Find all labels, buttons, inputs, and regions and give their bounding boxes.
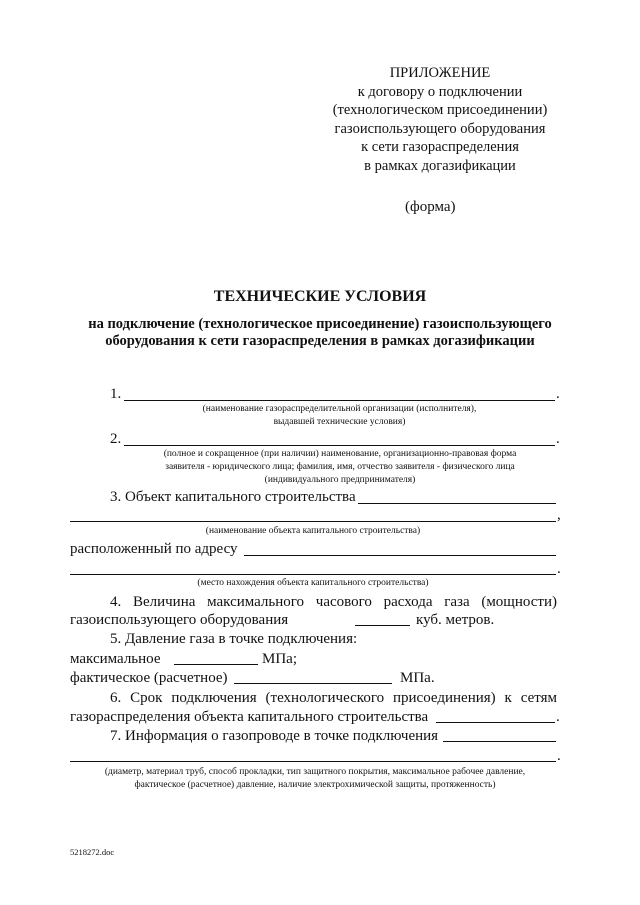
item-3-comma: , [557, 507, 561, 523]
actual-pressure-field[interactable] [234, 683, 392, 684]
item-7-label: 7. Информация о газопроводе в точке подключения [110, 728, 439, 744]
item-3-field[interactable] [358, 503, 556, 504]
appendix-header [320, 64, 560, 175]
pipeline-info-field[interactable] [443, 741, 556, 742]
item-7-period: . [557, 748, 561, 764]
item-4-line-1: 4. Величина максимального часового расхода газа (мощности) [110, 594, 557, 610]
actual-pressure-unit: МПа. [400, 670, 435, 686]
actual-pressure-label: фактическое (расчетное) [70, 670, 228, 686]
appendix-line: к договору о подключении [357, 83, 523, 100]
item-2-caption: (полное и сокращенное (при наличии) наименование, организационно-правовая форма заявителя - юридического лица; фамилия, имя, отчество заявителя - физического лица (индивидуального предпринимателя) [163, 449, 517, 485]
form-label: (форма) [405, 199, 456, 215]
address-field[interactable] [244, 555, 556, 556]
item-1-period: . [556, 386, 560, 402]
max-pressure-unit: МПа; [262, 651, 297, 667]
item-1-number: 1. [110, 386, 122, 402]
item-5-label: 5. Давление газа в точке подключения: [110, 631, 358, 647]
item-4-label: газоиспользующего оборудования [70, 612, 289, 628]
item-1-caption: (наименование газораспределительной организации (исполнителя), выдавшей технические условия) [202, 404, 477, 427]
item-3-label: 3. Объект капитального строительства [110, 489, 356, 505]
address-field-continued[interactable] [70, 574, 556, 575]
item-2-field[interactable] [124, 445, 555, 446]
item-6-line-1: 6. Срок подключения (технологического присоединения) к сетям [110, 690, 557, 706]
address-label: расположенный по адресу [70, 541, 238, 557]
connection-term-field[interactable] [436, 722, 555, 723]
address-period: . [557, 561, 561, 577]
item-2-period: . [556, 431, 560, 447]
document-subtitle-2: оборудования к сети газораспределения в рамках догазификации [105, 333, 535, 349]
item-6-period: . [556, 709, 560, 725]
appendix-line: (технологическом присоединении) [332, 102, 548, 118]
address-caption: (место нахождения объекта капитального строительства) [197, 578, 429, 588]
item-7-caption: (диаметр, материал труб, способ прокладки, тип защитного покрытия, максимальное рабочее давление, фактическое (расчетное) давление, наличие электрохимической защиты, протяженность) [104, 767, 526, 790]
document-title: ТЕХНИЧЕСКИЕ УСЛОВИЯ [213, 288, 427, 305]
gas-flow-unit: куб. метров. [416, 612, 495, 628]
gas-flow-field[interactable] [355, 625, 410, 626]
pipeline-info-field-continued[interactable] [70, 761, 556, 762]
item-6-line-2: газораспределения объекта капитального строительства [70, 709, 429, 725]
appendix-line: к сети газораспределения [361, 139, 519, 155]
item-3-field-continued[interactable] [70, 521, 556, 522]
document-subtitle-1: на подключение (технологическое присоединение) газоиспользующего [88, 316, 552, 332]
max-pressure-field[interactable] [174, 664, 258, 665]
item-3-caption: (наименование объекта капитального строительства) [205, 526, 421, 536]
item-1-field[interactable] [124, 400, 555, 401]
item-2-number: 2. [110, 431, 122, 447]
appendix-line: в рамках догазификации [364, 157, 516, 174]
appendix-title: ПРИЛОЖЕНИЕ [389, 65, 491, 81]
document-id: 5218272.doc [70, 847, 115, 857]
appendix-line: газоиспользующего оборудования [334, 120, 546, 137]
max-pressure-label: максимальное [70, 651, 161, 667]
